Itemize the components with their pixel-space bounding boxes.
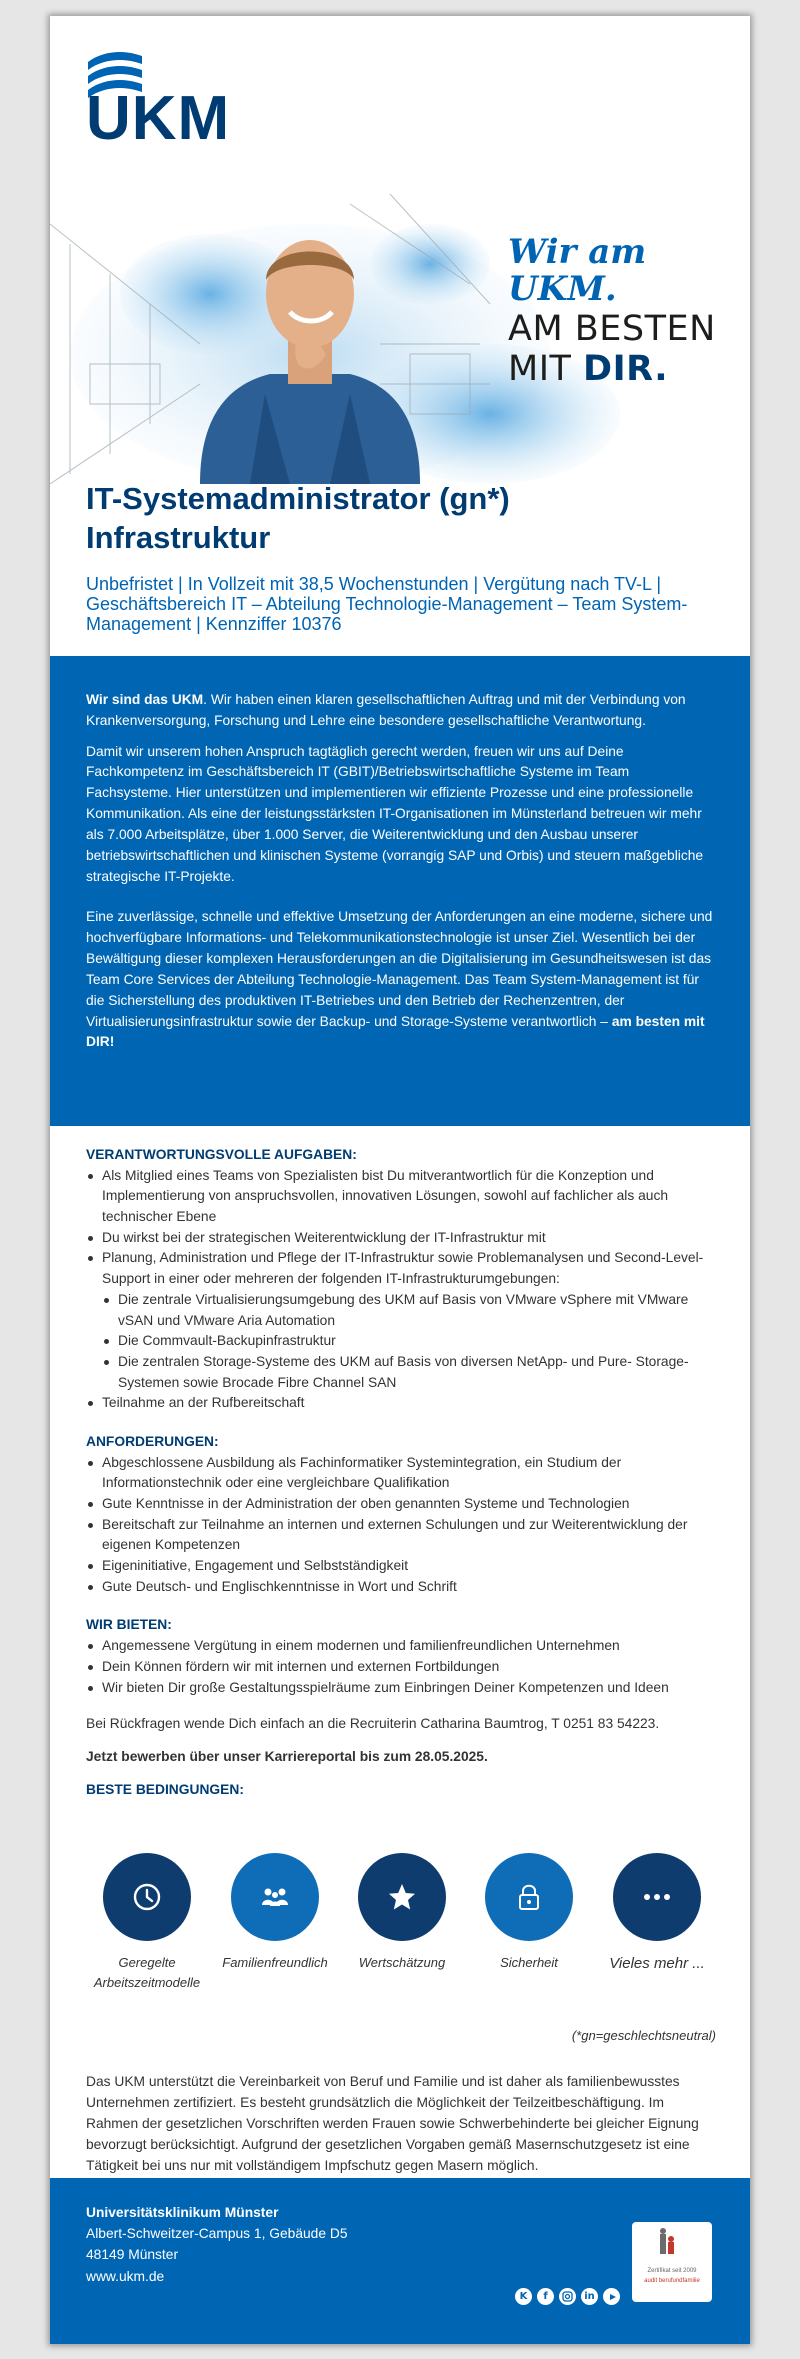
intro-paragraph-2: Damit wir unserem hohen Anspruch tagtäglich gerecht werden, freuen wir uns auf Deine Fachkompetenz im Geschäftsbereich IT (GBIT)/Betriebswirtschaftliche Systeme im Team Fachsysteme. Hier unterstützen und implementieren wir effiziente Prozesse und eine professionelle Kommunikation. Als eine der leistungsstärksten IT-Organisationen im Münsterland betreuen wir mehr als 7.000 Arbeitsplätze, über 1.000 Server, die Weiterentwicklung und den Ausbau unserer betriebswirtschaftlichen und klinischen Systeme (vorrangig SAP und Orbis) und steuern maßgebliche strategische IT-Projekte. (86, 743, 704, 884)
benefit-item (464, 1853, 594, 1973)
footer (50, 2178, 750, 2344)
benefits-heading: BESTE BEDINGUNGEN: (86, 1781, 244, 1797)
footer-street: Albert-Schweitzer-Campus 1, Gebäude D5 (86, 2226, 348, 2242)
tagline-script: Wir am UKM. (508, 232, 647, 310)
instagram-icon[interactable] (559, 2288, 576, 2305)
lock-icon (517, 1882, 541, 1912)
list-item: Als Mitglied eines Teams von Spezialisten bist Du mitverantwortlich für die Konzeption und Implementierung von anspruchsvollen, innovativen Lösungen, sowohl auf fachlicher als auch technischer Ebene (86, 1166, 716, 1228)
tasks-sublist (102, 1290, 716, 1393)
benefit-item (337, 1853, 467, 1973)
tagline-line2: MIT DIR. (508, 349, 669, 390)
list-item: Dein Können fördern wir mit internen und externen Fortbildungen (86, 1657, 716, 1678)
tasks-heading: VERANTWORTUNGSVOLLE AUFGABEN: (86, 1147, 357, 1162)
offer-heading: WIR BIETEN: (86, 1617, 172, 1633)
benefit-label: Vieles mehr ... (609, 1955, 705, 1972)
benefit-label: Familienfreundlich (222, 1955, 328, 1970)
job-subtitle: Unbefristet | In Vollzeit mit 38,5 Wochenstunden | Vergütung nach TV-L | Geschäftsbereich IT – Abteilung Technologie-Management – Team System-Management | Kennziffer 10376 (86, 574, 688, 635)
apply-line: Jetzt bewerben über unser Karriereportal bis zum 28.05.2025. (86, 1748, 488, 1764)
certificate-badge (632, 2222, 712, 2302)
benefit-label: Geregelte Arbeitszeitmodelle (93, 1955, 201, 1990)
youtube-icon[interactable] (603, 2288, 620, 2305)
intro-paragraph-3: Eine zuverlässige, schnelle und effektive Umsetzung der Anforderungen an eine moderne, sichere und hochverfügbare Informations- und Telekommunikationstechnologie ist unser Ziel. Wesentlich bei der Bewältigung dieser komplexen Herausforderungen an die Digitalisierung im Gesundheitswesen ist das Team Core Services der Abteilung Technologie-Management. Das Team System-Management ist für die Sicherstellung des produktiven IT-Betriebes und den Betrieb der Rechenzentren, der Virtualisierungsinfrastruktur sowie der Backup- und Storage-Systeme verantwortlich – am besten mit DIR! (86, 909, 713, 1050)
list-item: Gute Deutsch- und Englischkenntnisse in Wort und Schrift (86, 1577, 716, 1598)
xing-icon[interactable]: K (515, 2288, 532, 2305)
clock-icon (132, 1882, 162, 1912)
social-links (515, 2288, 620, 2305)
svg-text:audit berufundfamilie: audit berufundfamilie (644, 2278, 700, 2284)
main-content (86, 1143, 716, 1800)
list-item: Angemessene Vergütung in einem modernen und familienfreundlichen Unternehmen (86, 1636, 716, 1657)
list-item: Bereitschaft zur Teilnahme an internen und externen Schulungen und zur Weiterentwicklung der eigenen Kompetenzen (86, 1515, 716, 1556)
tasks-list (86, 1166, 716, 1414)
intro-section (50, 656, 750, 1126)
linkedin-icon[interactable]: in (581, 2288, 598, 2305)
certificate-icon (632, 2222, 712, 2302)
ukm-logo (86, 50, 236, 160)
more-icon (642, 1892, 672, 1902)
list-item: Die Commvault-Backupinfrastruktur (102, 1331, 716, 1352)
intro-paragraph-1: Wir sind das UKM. Wir haben einen klaren gesellschaftlichen Auftrag und mit der Verbindung von Krankenversorgung, Forschung und Lehre eine besondere gesellschaftliche Verantwortung. (86, 692, 686, 728)
list-item: Abgeschlossene Ausbildung als Fachinformatiker Systemintegration, ein Studium der Informationstechnik oder eine vergleichbare Qualifikation (86, 1453, 716, 1494)
benefit-item (82, 1853, 212, 1992)
benefit-item (592, 1853, 722, 1976)
benefit-item (210, 1853, 340, 1973)
svg-text:Zertifikat seit 2009: Zertifikat seit 2009 (647, 2268, 697, 2274)
list-item: Die zentralen Storage-Systeme des UKM auf Basis von diversen NetApp- und Pure- Storage-Systemen sowie Brocade Fibre Channel SAN (102, 1352, 716, 1393)
family-icon (260, 1885, 290, 1909)
offer-list (86, 1636, 716, 1698)
requirements-list (86, 1453, 716, 1598)
list-item: Eigeninitiative, Engagement und Selbstständigkeit (86, 1556, 716, 1577)
logo-wordmark: UKM (86, 84, 231, 153)
benefit-label: Wertschätzung (358, 1955, 446, 1970)
tagline-line1: AM BESTEN (508, 308, 716, 349)
facebook-icon[interactable]: f (537, 2288, 554, 2305)
list-item: Planung, Administration und Pflege der IT-Infrastruktur sowie Problemanalysen und Second-Level-Support in einer oder mehreren der folgenden IT-Infrastrukturumgebungen: Die zentrale Virtualisierungsumgebung des UKM auf Basis von VMware vSphere mit VMware vSAN und VMware Aria Automation Die Commvault-Backupinfrastruktur Die zentralen Storage-Systeme des UKM auf Basis von diversen NetApp- und Pure- Storage-Systemen sowie Brocade Fibre Channel SAN (86, 1248, 716, 1393)
list-item: Teilnahme an der Rufbereitschaft (86, 1393, 716, 1414)
list-item: Wir bieten Dir große Gestaltungsspielräume zum Einbringen Deiner Kompetenzen und Ideen (86, 1678, 716, 1699)
job-ad-card (50, 16, 750, 2344)
footer-org: Universitätsklinikum Münster (86, 2205, 279, 2220)
gender-note: (*gn=geschlechtsneutral) (571, 2028, 716, 2043)
star-icon (387, 1882, 417, 1912)
tagline (508, 234, 738, 390)
footer-city: 48149 Münster (86, 2247, 179, 2263)
requirements-heading: ANFORDERUNGEN: (86, 1433, 219, 1449)
benefit-label: Sicherheit (500, 1955, 558, 1970)
footer-website-link[interactable]: www.ukm.de (86, 2268, 165, 2284)
list-item: Du wirkst bei der strategischen Weiterentwicklung der IT-Infrastruktur mit (86, 1228, 716, 1249)
contact-line: Bei Rückfragen wende Dich einfach an die Recruiterin Catharina Baumtrog, T 0251 83 54223. (86, 1716, 660, 1732)
closing-paragraph: Das UKM unterstützt die Vereinbarkeit von Beruf und Familie und ist daher als familienbewusstes Unternehmen zertifiziert. Es besteht grundsätzlich die Möglichkeit der Teilzeitbeschäftigung. Im Rahmen der gesetzlichen Vorschriften werden Frauen sowie Schwerbehinderte bei gleicher Eignung bevorzugt berücksichtigt. Aufgrund der gesetzlichen Vorgaben gemäß Masernschutzgesetz ist eine Tätigkeit bei uns nur mit vollständigem Impfschutz gegen Masern möglich. (86, 2074, 699, 2173)
list-item: Die zentrale Virtualisierungsumgebung des UKM auf Basis von VMware vSphere mit VMware vSAN und VMware Aria Automation (102, 1290, 716, 1331)
benefits-icons (50, 1853, 750, 2003)
job-title: IT-Systemadministrator (gn*) Infrastruktur (86, 481, 510, 555)
list-item: Gute Kenntnisse in der Administration der oben genannten Systeme und Technologien (86, 1494, 716, 1515)
